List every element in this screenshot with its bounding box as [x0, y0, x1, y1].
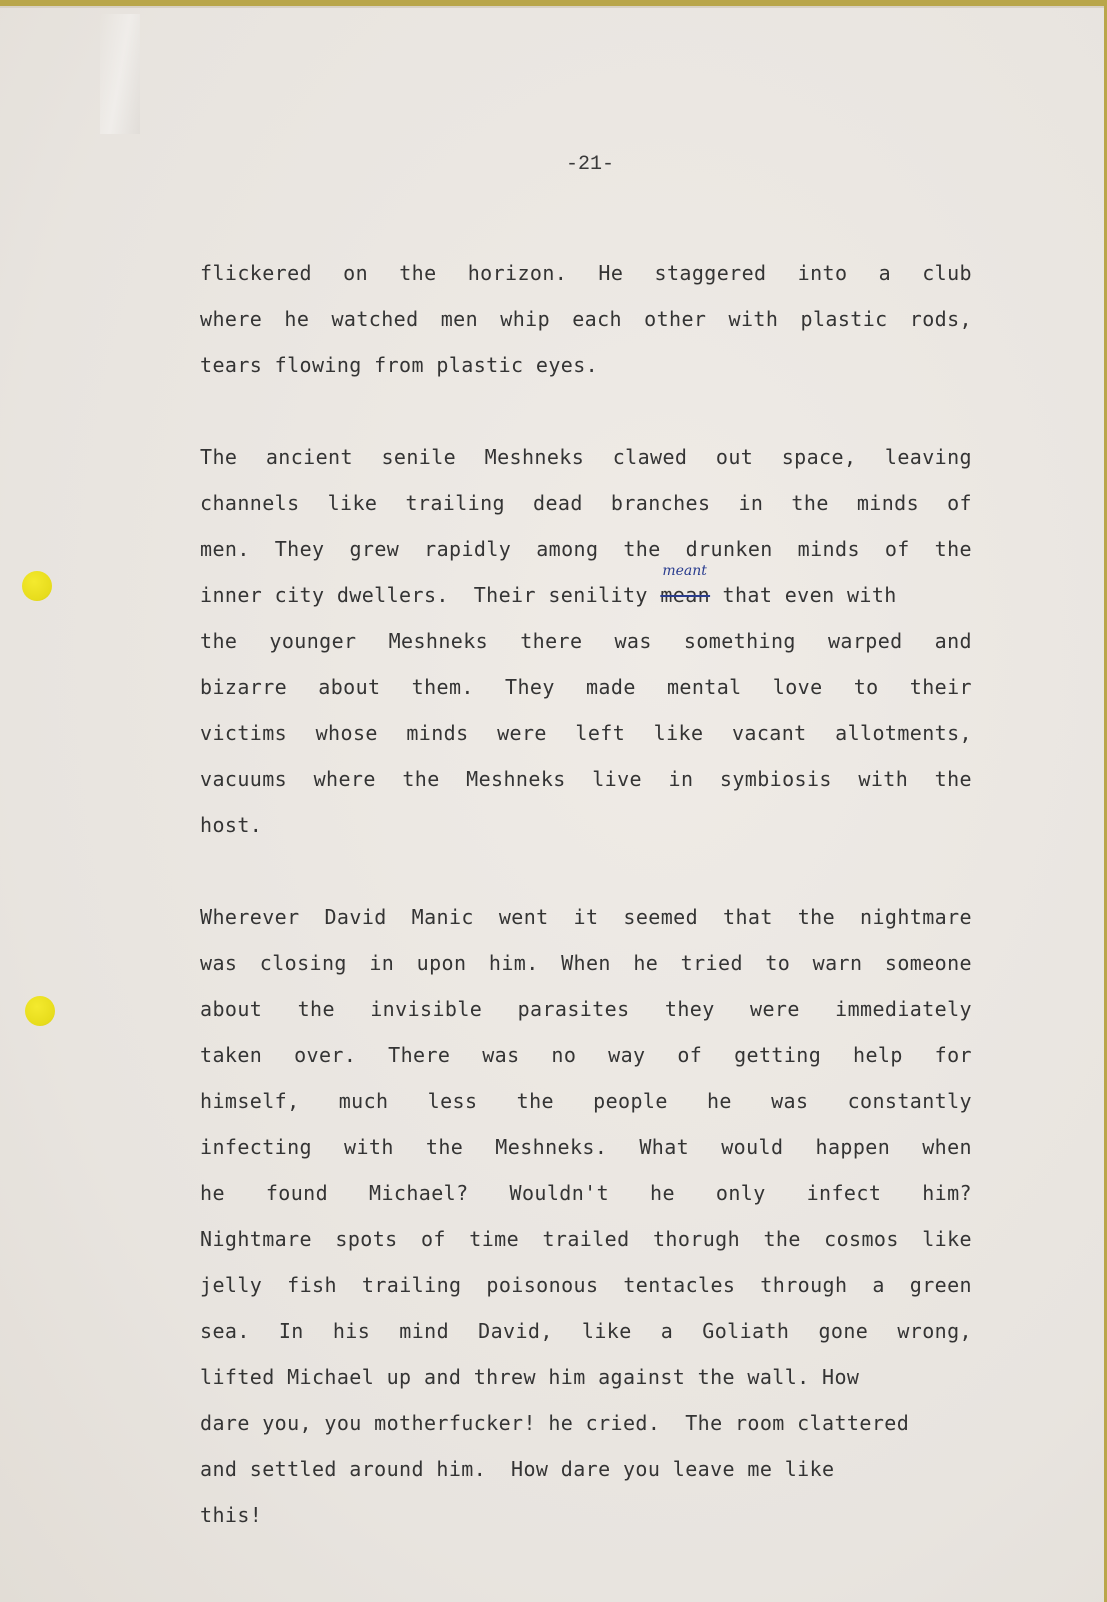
text-line: infecting with the Meshneks. What would happen when — [200, 1135, 972, 1159]
page-number: -21- — [566, 153, 615, 176]
paragraph-gap — [200, 848, 980, 894]
text-line: tears flowing from plastic eyes. — [200, 353, 599, 377]
text-line: Nightmare spots of time trailed thorugh the cosmos like — [200, 1227, 972, 1251]
text-line: Wherever David Manic went it seemed that the nightmare — [200, 905, 972, 929]
text-line: men. They grew rapidly among the drunken minds of the — [200, 537, 972, 561]
text-line: the younger Meshneks there was something warped and — [200, 629, 972, 653]
text-line: vacuums where the Meshneks live in symbiosis with the — [200, 767, 972, 791]
paragraph-3 — [200, 894, 980, 1538]
text-line: victims whose minds were left like vacant allotments, — [200, 721, 972, 745]
paragraph-gap — [200, 388, 980, 434]
text-line: flickered on the horizon. He staggered into a club — [200, 261, 972, 285]
text-line: himself, much less the people he was constantly — [200, 1089, 972, 1113]
paragraph-1 — [200, 250, 980, 388]
document-page — [0, 6, 1104, 1602]
text-line: The ancient senile Meshneks clawed out space, leaving — [200, 445, 972, 469]
yellow-hole-marker-bottom — [25, 996, 55, 1026]
text-line: sea. In his mind David, like a Goliath gone wrong, — [200, 1319, 972, 1343]
edited-text-line — [200, 563, 980, 618]
text-line: he found Michael? Wouldn't he only infect him? — [200, 1181, 972, 1205]
text-line: jelly fish trailing poisonous tentacles through a green — [200, 1273, 972, 1297]
text-line: dare you, you motherfucker! he cried. The room clattered — [200, 1411, 910, 1435]
paper-crease — [100, 14, 140, 134]
text-line: was closing in upon him. When he tried to warn someone — [200, 951, 972, 975]
edited-line-before: inner city dwellers. Their senility — [200, 583, 661, 607]
struck-word: mean — [660, 583, 711, 607]
text-line: about the invisible parasites they were immediately — [200, 997, 972, 1021]
yellow-hole-marker-top — [22, 571, 52, 601]
text-line: lifted Michael up and threw him against the wall. How — [200, 1365, 860, 1389]
text-line: bizarre about them. They made mental love to their — [200, 675, 972, 699]
correction-group — [660, 563, 711, 618]
edited-line-after: that even with — [710, 583, 897, 607]
text-line: this! — [200, 1503, 263, 1527]
text-line: taken over. There was no way of getting help for — [200, 1043, 972, 1067]
text-line: host. — [200, 813, 263, 837]
typed-text-body — [200, 250, 980, 1538]
handwritten-correction: meant — [662, 563, 707, 579]
text-line: where he watched men whip each other with plastic rods, — [200, 307, 972, 331]
text-line: channels like trailing dead branches in the minds of — [200, 491, 972, 515]
text-line: and settled around him. How dare you leave me like — [200, 1457, 835, 1481]
paragraph-2 — [200, 434, 980, 848]
